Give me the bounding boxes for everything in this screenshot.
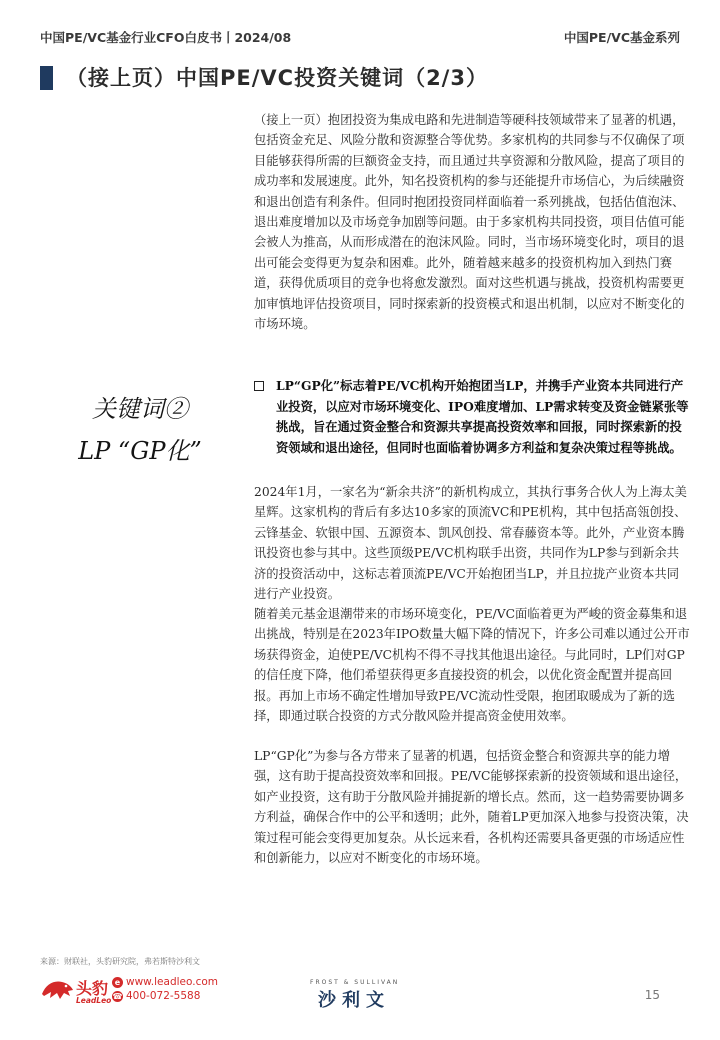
keyword-summary-text: LP“GP化”标志着PE/VC机构开始抱团当LP，并携手产业资本共同进行产业投资，以应对市场环境变化、IPO难度增加、LP需求转变及资金链紧张等挑战，旨在通过资金整合和资源共享提高投资效率和回报，同时探索新的投资领域和退出途径，但同时也面临着协调多方利益和复杂决策过程等挑战。 [276, 378, 689, 455]
frost-sullivan-cn: 沙利文 [318, 990, 390, 1011]
square-bullet-icon [254, 381, 264, 391]
paragraph-continuation: （接上一页）抱团投资为集成电路和先进制造等硬科技领域带来了显著的机遇，包括资金充足、风险分散和资源整合等优势。多家机构的共同参与不仅确保了项目能够获得所需的巨额资金支持，而且通过共享资源和分散风险，提高了项目的成功率和发展速度。此外，知名投资机构的参与还能提升市场信心，为后续融资和退出创造有利条件。但同时抱团投资同样面临着一系列挑战，包括估值泡沫、退出难度增加以及市场竞争加剧等问题。由于多家机构共同投资，项目估值可能会被人为推高，从而形成潜在的泡沫风险。同时，当市场环境变化时，项目的退出可能会变得更为复杂和困难。此外，随着越来越多的投资机构加入到热门赛道，获得优质项目的竞争也将愈发激烈。面对这些机遇与挑战，投资机构需要更加审慎地评估投资项目，同时探索新的投资模式和退出机制，以应对不断变化的市场环境。 [254, 113, 685, 332]
page-number: 15 [644, 988, 660, 1002]
leadleo-brand-en: LeadLeo [76, 996, 112, 1005]
header-report-title: 中国PE/VC基金行业CFO白皮书丨2024/08 [40, 30, 292, 45]
header-series-name: 中国PE/VC基金系列 [563, 30, 680, 45]
keyword-title: LP “GP化” [78, 437, 202, 465]
phone-icon: ☎ [112, 991, 123, 1001]
leadleo-brand-cn: 头豹 [76, 979, 109, 998]
page-title: （接上页）中国PE/VC投资关键词（2/3） [66, 66, 488, 90]
footer-phone: 400-072-5588 [126, 990, 201, 1002]
footer-contact [112, 975, 218, 1003]
keyword-summary [254, 376, 690, 458]
paragraph-case: 2024年1月，一家名为“新余共济”的新机构成立，其执行事务合伙人为上海太美星辉。这家机构的背后有多达10多家的顶流VC和PE机构，其中包括高瓴创投、云锋基金、软银中国、五源资本、凯风创投、常春藤资本等。此外，产业资本腾讯投资也参与其中。这些顶级PE/VC机构联手出资，共同作为LP参与到新余共济的投资活动中，这标志着顶流PE/VC开始抱团当LP，并且拉拢产业资本共同进行产业投资。 [254, 485, 687, 602]
leadleo-leopard-icon [40, 974, 74, 1002]
footer-website[interactable]: www.leadleo.com [126, 976, 218, 988]
title-accent-bar [40, 66, 53, 90]
paragraph-outlook: LP“GP化”为参与各方带来了显著的机遇，包括资金整合和资源共享的能力增强，这有助于提高投资效率和回报。PE/VC能够探索新的投资领域和退出途径，如产业投资，这有助于分散风险并捕捉新的增长点。然而，这一趋势需要协调多方利益，确保合作中的公平和透明；此外，随着LP更加深入地参与投资决策，决策过程可能会变得更加复杂。从长远来看，各机构还需要具备更强的市场适应性和创新能力，以应对不断变化的市场环境。 [254, 749, 689, 866]
web-icon: e [112, 977, 123, 988]
frost-sullivan-en: FROST & SULLIVAN [310, 979, 400, 986]
footer-sources: 来源：财联社，头豹研究院，弗若斯特沙利文 [40, 957, 200, 966]
keyword-number: 关键词② [92, 395, 188, 423]
keyword-label [40, 392, 240, 468]
paragraph-drivers: 随着美元基金退潮带来的市场环境变化，PE/VC面临着更为严峻的资金募集和退出挑战，特别是在2023年IPO数量大幅下降的情况下，许多公司难以通过公开市场获得资金，迫使PE/VC机构不得不寻找其他退出途径。与此同时，LP们对GP的信任度下降，他们希望获得更多直接投资的机会，以优化资金配置并提高回报。再加上市场不确定性增加导致PE/VC流动性受限，抱团取暖成为了新的选择，即通过联合投资的方式分散风险并提高资金使用效率。 [254, 607, 690, 724]
page-header [40, 24, 680, 46]
